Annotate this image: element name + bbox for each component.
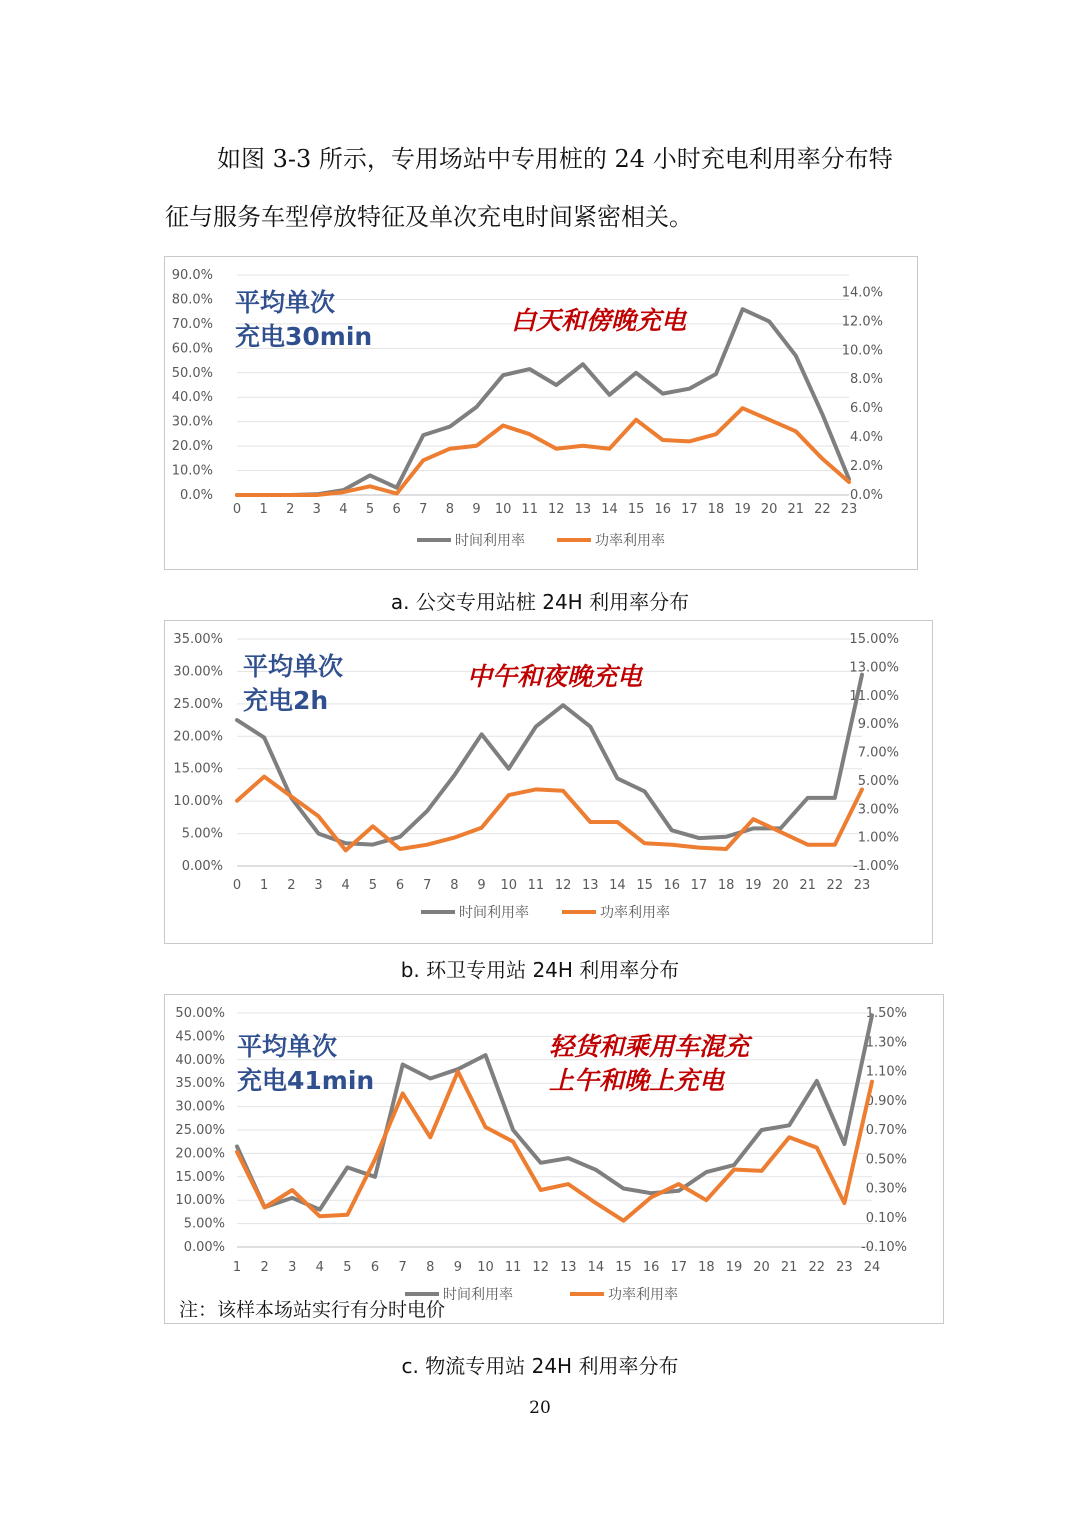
x-tick-label: 7 (423, 878, 432, 893)
annotation-charging-period: 中午和夜晚充电 (467, 662, 643, 691)
series-line-time-utilization (237, 675, 862, 845)
x-tick-label: 0 (232, 878, 242, 893)
chart-b-frame (164, 620, 933, 944)
annotation-avg-charge-time: 平均单次 (235, 288, 336, 317)
y-left-tick-label: 20.00% (173, 729, 223, 745)
x-tick-label: 23 (853, 878, 871, 893)
y-right-tick-label: 4.0% (849, 430, 883, 446)
y-left-tick-label: 30.00% (175, 1099, 225, 1115)
annotation-avg-charge-time: 充电41min (237, 1066, 375, 1095)
x-tick-label: 11 (521, 502, 538, 517)
chart-a-frame (164, 256, 918, 570)
y-right-tick-label: 10.0% (841, 343, 883, 359)
x-tick-label: 14 (601, 502, 618, 517)
y-right-tick-label: 15.00% (849, 632, 899, 647)
x-tick-label: 11 (527, 878, 545, 893)
x-tick-label: 11 (504, 1260, 522, 1275)
y-left-tick-label: 30.0% (171, 414, 213, 430)
legend-label: 时间利用率 (459, 905, 529, 921)
x-tick-label: 5 (343, 1260, 352, 1275)
y-left-tick-label: 40.0% (171, 390, 213, 406)
x-tick-label: 22 (808, 1260, 826, 1275)
x-tick-label: 17 (670, 1260, 688, 1275)
annotation-avg-charge-time: 平均单次 (243, 652, 344, 681)
x-tick-label: 9 (472, 502, 481, 517)
x-tick-label: 9 (453, 1260, 463, 1275)
x-tick-label: 24 (863, 1260, 881, 1275)
x-tick-label: 15 (615, 1260, 632, 1275)
legend-label: 时间利用率 (455, 533, 525, 549)
y-left-tick-label: 35.00% (173, 632, 223, 647)
x-tick-label: 2 (286, 502, 295, 517)
y-right-tick-label: -1.00% (853, 859, 899, 874)
y-right-tick-label: 0.90% (865, 1093, 907, 1109)
x-tick-label: 18 (698, 1260, 715, 1275)
x-tick-label: 6 (370, 1260, 380, 1275)
x-tick-label: 8 (450, 878, 459, 893)
x-tick-label: 18 (707, 502, 725, 517)
x-tick-label: 3 (314, 878, 323, 893)
y-right-tick-label: 14.0% (841, 285, 883, 301)
y-right-tick-label: 0.50% (865, 1152, 907, 1168)
x-tick-label: 10 (477, 1260, 494, 1275)
y-right-tick-label: 0.70% (865, 1123, 907, 1138)
y-left-tick-label: 5.00% (181, 826, 223, 842)
x-tick-label: 0 (232, 502, 242, 517)
x-tick-label: 20 (753, 1260, 770, 1275)
chart-c-frame (164, 994, 944, 1324)
y-left-tick-label: 15.00% (175, 1169, 225, 1185)
x-tick-label: 21 (780, 1260, 798, 1275)
body-paragraph (165, 130, 925, 246)
y-left-tick-label: 0.0% (179, 488, 213, 503)
y-right-tick-label: 12.0% (841, 314, 883, 330)
y-right-tick-label: 2.0% (849, 459, 883, 475)
y-right-tick-label: 6.0% (849, 401, 883, 417)
x-tick-label: 20 (772, 878, 789, 893)
legend-label: 功率利用率 (608, 1287, 678, 1303)
x-tick-label: 14 (587, 1260, 605, 1275)
y-left-tick-label: 20.00% (175, 1146, 225, 1162)
y-right-tick-label: 1.00% (857, 830, 899, 846)
y-left-tick-label: 50.0% (171, 365, 213, 381)
x-tick-label: 12 (548, 502, 565, 517)
x-tick-label: 1 (259, 502, 268, 517)
x-tick-label: 21 (799, 878, 816, 893)
x-tick-label: 7 (398, 1260, 407, 1275)
y-right-tick-label: 11.00% (849, 688, 899, 704)
y-left-tick-label: 15.00% (173, 761, 223, 777)
annotation-charging-period: 轻货和乘用车混充 (549, 1032, 750, 1061)
x-tick-label: 10 (500, 878, 518, 893)
x-tick-label: 1 (232, 1260, 242, 1275)
y-left-tick-label: 90.0% (171, 268, 213, 283)
x-tick-label: 19 (734, 502, 751, 517)
y-left-tick-label: 25.00% (173, 696, 223, 712)
x-tick-label: 2 (287, 878, 296, 893)
y-right-tick-label: 1.10% (865, 1064, 907, 1080)
legend-label: 功率利用率 (600, 905, 670, 921)
y-right-tick-label: 9.00% (857, 717, 899, 733)
y-right-tick-label: 7.00% (857, 745, 899, 761)
x-tick-label: 6 (392, 502, 401, 517)
y-left-tick-label: 45.00% (175, 1029, 225, 1045)
x-tick-label: 13 (560, 1260, 577, 1275)
paragraph-line-2: 征与服务车型停放特征及单次充电时间紧密相关。 (165, 203, 693, 231)
chart-c-caption: c. 物流专用站 24H 利用率分布 (401, 1354, 679, 1378)
y-left-tick-label: 35.00% (175, 1076, 225, 1092)
y-left-tick-label: 10.00% (173, 794, 223, 810)
x-tick-label: 14 (609, 878, 626, 893)
x-tick-label: 19 (725, 1260, 743, 1275)
y-left-tick-label: 0.00% (181, 859, 223, 874)
x-tick-label: 21 (787, 502, 805, 517)
annotation-avg-charge-time: 充电2h (243, 686, 329, 715)
x-tick-label: 22 (814, 502, 831, 517)
x-tick-label: 8 (426, 1260, 435, 1275)
x-tick-label: 17 (690, 878, 708, 893)
y-left-tick-label: 80.0% (171, 292, 213, 308)
x-tick-label: 23 (840, 502, 858, 517)
x-tick-label: 13 (574, 502, 592, 517)
annotation-avg-charge-time: 平均单次 (237, 1032, 338, 1061)
legend-label: 功率利用率 (595, 533, 665, 549)
paragraph-line-1: 如图 3-3 所示，专用场站中专用桩的 24 小时充电利用率分布特 (217, 145, 893, 173)
annotation-charging-period: 白天和傍晚充电 (511, 306, 687, 335)
y-right-tick-label: 13.00% (849, 660, 899, 676)
x-tick-label: 22 (826, 878, 844, 893)
x-tick-label: 19 (745, 878, 762, 893)
y-left-tick-label: 60.0% (171, 341, 213, 357)
x-tick-label: 16 (654, 502, 672, 517)
y-left-tick-label: 40.00% (175, 1052, 225, 1068)
x-tick-label: 16 (663, 878, 681, 893)
x-tick-label: 18 (717, 878, 735, 893)
y-left-tick-label: 10.0% (171, 463, 213, 479)
chart-a-caption: a. 公交专用站桩 24H 利用率分布 (390, 590, 690, 614)
x-tick-label: 3 (312, 502, 321, 517)
x-tick-label: 5 (368, 878, 378, 893)
y-right-tick-label: -0.10% (861, 1240, 907, 1255)
y-left-tick-label: 20.0% (171, 439, 213, 455)
y-left-tick-label: 10.00% (175, 1193, 225, 1209)
chart-b-caption: b. 环卫专用站 24H 利用率分布 (400, 958, 680, 982)
x-tick-label: 20 (760, 502, 778, 517)
x-tick-label: 13 (581, 878, 599, 893)
legend-label: 时间利用率 (443, 1287, 513, 1303)
x-tick-label: 4 (341, 878, 350, 893)
y-left-tick-label: 30.00% (173, 664, 223, 680)
chart-a-svg (165, 257, 917, 569)
page-number: 20 (529, 1398, 551, 1418)
x-tick-label: 7 (419, 502, 428, 517)
chart-b-svg (165, 621, 932, 943)
y-right-tick-label: 1.30% (865, 1035, 907, 1051)
annotation-charging-period: 上午和晚上充电 (549, 1066, 725, 1095)
x-tick-label: 4 (315, 1260, 324, 1275)
y-right-tick-label: 5.00% (857, 773, 899, 789)
y-right-tick-label: 1.50% (865, 1006, 907, 1021)
x-tick-label: 4 (339, 502, 348, 517)
y-left-tick-label: 70.0% (171, 316, 213, 332)
x-tick-label: 8 (445, 502, 455, 517)
y-right-tick-label: 0.30% (865, 1181, 907, 1197)
chart-c-svg (165, 995, 943, 1323)
x-tick-label: 10 (494, 502, 512, 517)
x-tick-label: 23 (836, 1260, 853, 1275)
y-left-tick-label: 25.00% (175, 1123, 225, 1138)
x-tick-label: 15 (627, 502, 645, 517)
y-left-tick-label: 50.00% (175, 1006, 225, 1021)
x-tick-label: 17 (681, 502, 698, 517)
x-tick-label: 3 (288, 1260, 297, 1275)
chart-note: 注：该样本场站实行有分时电价 (179, 1299, 446, 1321)
y-right-tick-label: 0.0% (849, 488, 883, 503)
x-tick-label: 2 (260, 1260, 269, 1275)
x-tick-label: 16 (642, 1260, 660, 1275)
x-tick-label: 15 (636, 878, 653, 893)
x-tick-label: 5 (365, 502, 375, 517)
y-right-tick-label: 0.10% (865, 1210, 907, 1226)
y-right-tick-label: 8.0% (849, 372, 883, 388)
x-tick-label: 1 (260, 878, 269, 893)
x-tick-label: 12 (554, 878, 572, 893)
x-tick-label: 12 (532, 1260, 549, 1275)
x-tick-label: 6 (395, 878, 405, 893)
x-tick-label: 9 (477, 878, 486, 893)
y-left-tick-label: 5.00% (183, 1216, 225, 1232)
annotation-avg-charge-time: 充电30min (235, 322, 373, 351)
y-right-tick-label: 3.00% (857, 802, 899, 818)
y-left-tick-label: 0.00% (183, 1240, 225, 1255)
